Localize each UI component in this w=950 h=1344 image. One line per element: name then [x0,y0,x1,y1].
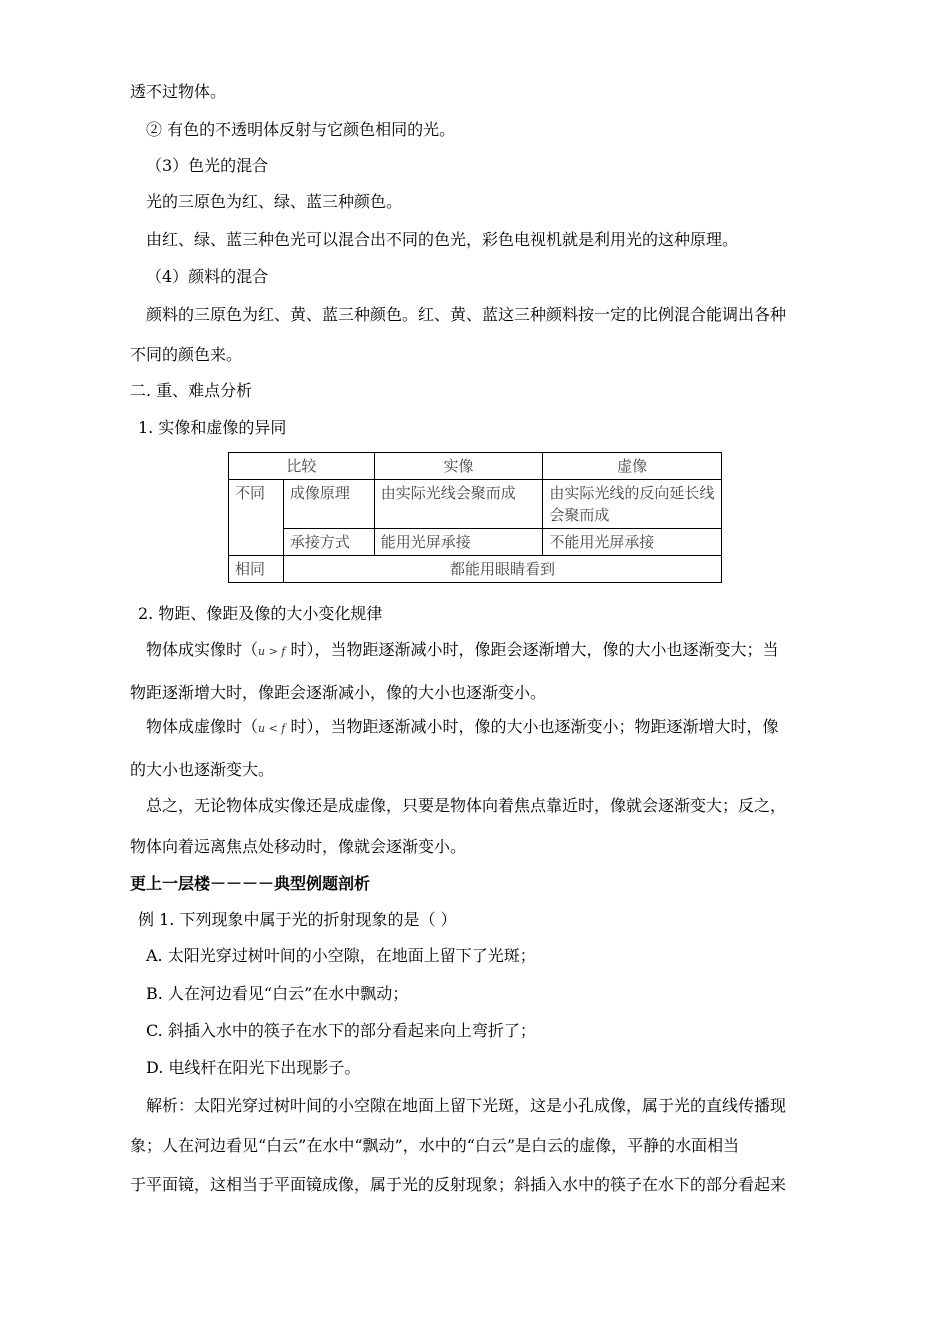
table-cell: 成像原理 [283,480,374,529]
text-line: 物距逐渐增大时，像距会逐渐减小，像的大小也逐渐变小。 [130,683,547,702]
text-segment: 时），当物距逐渐减小时，像距会逐渐增大，像的大小也逐渐变大；当 [285,640,779,659]
text-line: 总之，无论物体成实像还是成虚像，只要是物体向着焦点靠近时，像就会逐渐变大；反之， [146,796,787,815]
text-segment: 时），当物距逐渐减小时，像的大小也逐渐变小；物距逐渐增大时，像 [285,717,779,736]
table-cell: 不能用光屏承接 [543,529,722,556]
option-a: A. 太阳光穿过树叶间的小空隙，在地面上留下了光斑； [146,946,536,965]
section-heading: 二. 重、难点分析 [130,381,253,400]
subheading: （3）色光的混合 [146,156,269,175]
table-cell: 都能用眼睛看到 [283,556,721,583]
text-segment: 物体成虚像时（ [146,717,259,736]
table-cell: 承接方式 [283,529,374,556]
table-cell: 相同 [229,556,284,583]
table-cell: 能用光屏承接 [374,529,543,556]
subheading: 1. 实像和虚像的异同 [138,418,287,437]
comparison-table [228,452,722,583]
table-header: 实像 [374,453,543,480]
text-line: 光的三原色为红、绿、蓝三种颜色。 [146,192,403,211]
table-cell: 不同 [229,480,284,556]
option-b: B. 人在河边看见“白云”在水中飘动； [146,984,409,1003]
text-line [146,640,778,662]
text-line: 象；人在河边看见“白云”在水中“飘动”，水中的“白云”是白云的虚像，平静的水面相当 [130,1136,740,1155]
formula: u < f [258,722,286,735]
table-cell: 由实际光线会聚而成 [374,480,543,529]
option-c: C. 斜插入水中的筷子在水下的部分看起来向上弯折了； [146,1021,536,1040]
text-line: 解析：太阳光穿过树叶间的小空隙在地面上留下光斑，这是小孔成像，属于光的直线传播现 [146,1096,787,1115]
text-line: 不同的颜色来。 [130,345,243,364]
table-header: 虚像 [543,453,722,480]
text-line [146,717,778,739]
subheading: 2. 物距、像距及像的大小变化规律 [138,604,383,623]
question: 例 1. 下列现象中属于光的折射现象的是（ ） [138,910,457,929]
text-line: 的大小也逐渐变大。 [130,760,275,779]
text-line: 透不过物体。 [130,82,227,101]
table-header: 比较 [229,453,375,480]
option-d: D. 电线杆在阳光下出现影子。 [146,1058,361,1077]
formula: u > f [258,645,286,658]
text-line: ② 有色的不透明体反射与它颜色相同的光。 [146,120,456,139]
section-heading: 更上一层楼－－－－典型例题剖析 [130,874,371,893]
text-line: 由红、绿、蓝三种色光可以混合出不同的色光，彩色电视机就是利用光的这种原理。 [146,230,739,249]
subheading: （4）颜料的混合 [146,267,269,286]
table-cell: 由实际光线的反向延长线会聚而成 [543,480,722,529]
text-line: 于平面镜，这相当于平面镜成像，属于光的反射现象；斜插入水中的筷子在水下的部分看起来 [130,1175,787,1194]
text-line: 颜料的三原色为红、黄、蓝三种颜色。红、黄、蓝这三种颜料按一定的比例混合能调出各种 [146,305,787,324]
text-line: 物体向着远离焦点处移动时，像就会逐渐变小。 [130,837,467,856]
text-segment: 物体成实像时（ [146,640,259,659]
